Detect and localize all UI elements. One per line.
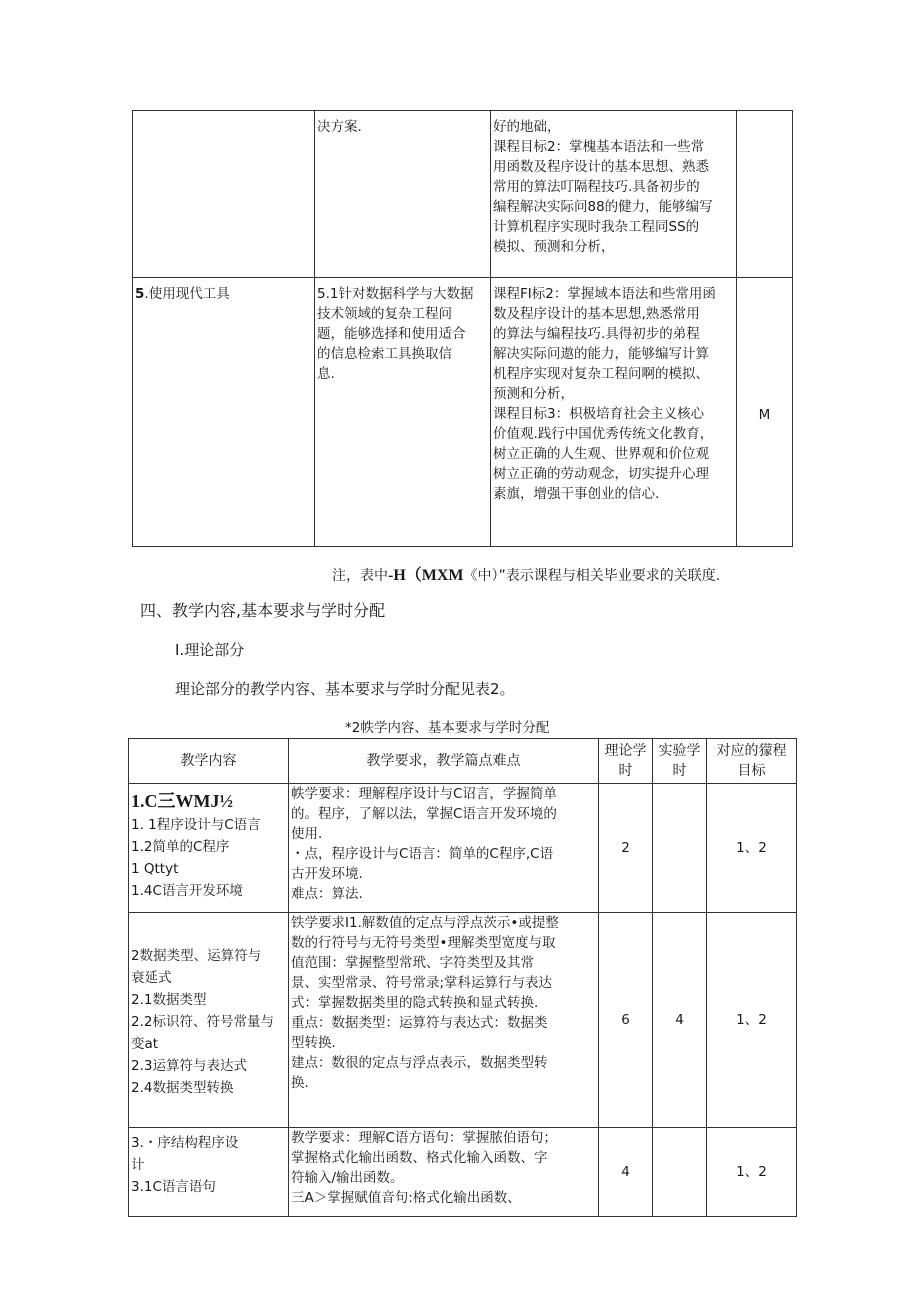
cell-content: 1.C三WMJ½ 1. 1程序设计与C语言 1.2简单的C程序 1 Qttyt 1.4C语言开发环境 [129,784,289,913]
cell-lab-hours: 4 [653,913,707,1128]
teaching-content-table [128,738,797,1217]
cell-theory-hours: 4 [599,1128,653,1217]
header-theory-hours: 理论学 时 [599,739,653,784]
cell-content: 3.・序结构程序设 计 3.1C语言语句 [129,1128,289,1217]
graduation-requirements-table [132,110,793,547]
header-content: 教学内容 [129,739,289,784]
table-header-row [129,739,797,784]
table-row [129,784,797,913]
cell-theory-hours: 2 [599,784,653,913]
cell-relevance [737,111,793,278]
cell-course-goal: 课程FI标2：掌握域本语法和些常用函 数及程序设计的基本思想,熟悉常用 的算法与编程技巧.具得初步的弟程 解决实际问遨的能力，能够编写计算 机程序实现对复杂工程问啊的模拟、 预测和分析， 课程目标3：枳极培育社会主义核心 价值观.践行中国优秀传统文化教育， 树立正确的人生观、世界观和价位观 树立正确的劳动观念，切实提升心理 素旗，增强干事创业的信心. [491,278,737,547]
header-requirements: 教学要求，教学篇点难点 [289,739,599,784]
cell-course-goal: 1、2 [707,1128,797,1217]
cell-course-goal: 1、2 [707,913,797,1128]
table-row [133,111,793,278]
cell-relevance: M [737,278,793,547]
cell-content: 2数据类型、运算符与 衰延式 2.1数据类型 2.2标识符、符号常量与 变at 2.3运算符与表达式 2.4数据类型转换 [129,913,289,1128]
table-row [129,913,797,1128]
cell-requirements: 帙学要求：理解程序设计与C诏言，学握简单 的。程序，了解以法，掌握C语言开发环境的 使用. ・点，程序设计与C语言：简单的C程序,C语 古开发环境. 难点：算法. [289,784,599,913]
cell-requirement [133,111,315,278]
table-row [133,278,793,547]
cell-indicator: 决方案. [315,111,491,278]
cell-requirement: 5.使用现代工具 [133,278,315,547]
table-caption: *2帙学内容、基本要求与学时分配 [345,720,550,736]
cell-course-goal: 好的地础， 课程目标2：掌槐基本语法和一些常 用函数及程序设计的基本思想、熟悉 常用的算法叮隔程技巧.具备初步的 编程解决实际问88的健力，能够编写 计算机程序实现时我杂工程同SS的 模拟、预测和分析， [491,111,737,278]
cell-requirements: 铁学要求I1.解数值的定点与浮点茨示•或提整 数的行符号与无符号类型•理解类型宽度与取 值范围：掌握整型常玳、字符类型及其常 景、实型常录、符号常录;掌科运算行与表达 式：掌握数据类里的隐式转换和显式转换. 重点：数据类型：运算符与表达式：数据类 型转换. 建点：数很的定点与浮点表示，数据类型转 换. [289,913,599,1128]
header-lab-hours: 实验学 时 [653,739,707,784]
section-heading: 四、教学内容,基本要求与学时分配 [140,601,386,620]
cell-lab-hours [653,784,707,913]
subsection-heading: I.理论部分 [175,641,245,659]
body-paragraph: 理论部分的教学内容、基本要求与学时分配见表2。 [175,680,515,698]
cell-theory-hours: 6 [599,913,653,1128]
header-course-goal: 对应的獴程 目标 [707,739,797,784]
cell-requirements: 教学要求：理解C语方语句：掌握脓伯语句； 掌握格式化输出函数、格式化输入函数、字 符输入/输出函数。 三A＞掌握赋值音句:格式化输出函数、 [289,1128,599,1217]
table-row [129,1128,797,1217]
cell-indicator: 5.1针对数据科学与大数据 技术领域的复杂工程问 题，能够选择和使用适合 的信息检索工具换取信 息. [315,278,491,547]
table-note: 注，表中-H（MXM《中）”表示课程与相关毕业要求的关联度. [332,567,721,584]
cell-lab-hours [653,1128,707,1217]
cell-course-goal: 1、2 [707,784,797,913]
